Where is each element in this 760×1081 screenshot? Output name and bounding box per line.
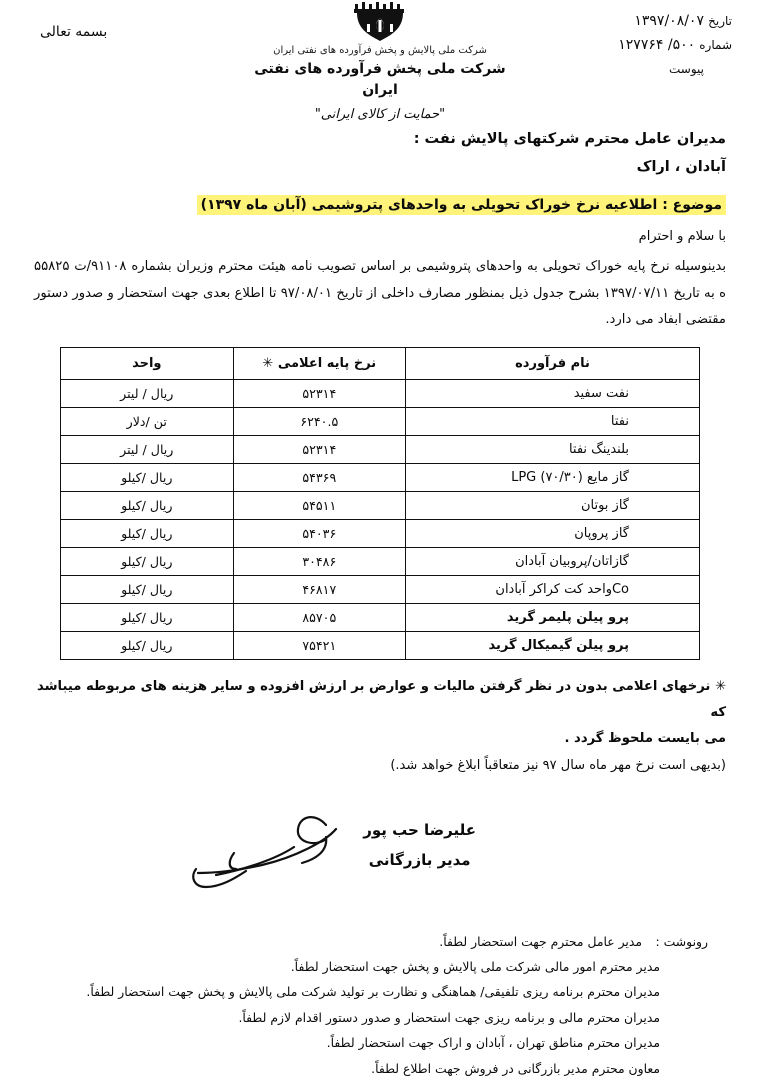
cell-unit: ریال / لیتر [61,380,234,408]
cell-product-name: پرو پیلن گیمیکال گرید [406,632,700,660]
cell-rate: ۵۲۳۱۴ [233,436,406,464]
addressee-block [34,126,726,181]
number-value: ۵۰۰/ ۱۲۷۷۶۴ [618,36,696,53]
footnote-line-2: می بایست ملحوظ گردد . [564,730,726,746]
cc-item: مدیر عامل محترم جهت استحضار لطفاً. [439,933,642,949]
org-name-line1: شرکت ملی پالایش و پخش فرآورده های نفتی ایران [273,45,487,56]
cell-rate: ۳۰۴۸۶ [233,548,406,576]
table-row [61,380,700,408]
header-date-row [618,10,738,34]
cc-item: مدیران محترم مناطق تهران ، آبادان و اراک جهت استحضار لطفاً. [326,1035,660,1051]
org-name-line2: شرکت ملی پخش فرآورده های نفتی ایران [254,60,506,98]
cell-unit: ریال /کیلو [61,520,234,548]
table-row [61,520,700,548]
cell-unit: ریال /کیلو [61,576,234,604]
cell-rate: ۵۴۰۳۶ [233,520,406,548]
date-label: تاریخ [708,14,732,28]
cell-product-name: گاز مایع LPG (۷۰/۳۰) [406,464,700,492]
subject-wrapper [34,181,726,215]
cc-label: رونوشت : [655,933,708,949]
cell-product-name: گاز پروپان [406,520,700,548]
addressee-line-2: آبادان ، اراک [636,158,726,175]
column-header-rate: نرخ پایه اعلامی ✳ [233,348,406,380]
cell-product-name: بلندینگ نفتا [406,436,700,464]
table-row [61,632,700,660]
footnote-line-1: ✳ نرخهای اعلامی بدون در نظر گرفتن مالیات و عوارض بر ارزش افزوده و سایر هزینه های مربوطه میباشد که [36,679,726,721]
cc-item: مدیر محترم امور مالی شرکت ملی پالایش و پخش جهت استحضار لطفاً. [290,958,660,974]
signature-block [34,807,726,917]
cc-item: مدیران محترم برنامه ریزی تلفیقی/ هماهنگی و نظارت بر تولید شرکت ملی پالایش و پخش جهت استحضار لطفاً. [86,984,660,1000]
cell-product-name: نفتا [406,408,700,436]
cell-unit: ریال / لیتر [61,436,234,464]
cell-product-name: Coواحد کت کراکر آبادان [406,576,700,604]
cell-unit: ریال /کیلو [61,604,234,632]
header-date-block [618,10,738,58]
cell-product-name: نفت سفید [406,380,700,408]
cell-unit: ریال /کیلو [61,632,234,660]
cell-product-name: گازاتان/پروبیان آبادان [406,548,700,576]
table-row [61,436,700,464]
cell-rate: ۸۵۷۰۵ [233,604,406,632]
cell-product-name: گاز بوتان [406,492,700,520]
cell-unit: ریال /کیلو [61,548,234,576]
table-row [61,492,700,520]
table-row [61,604,700,632]
table-row [61,464,700,492]
letter-header [0,0,760,120]
cell-rate: ۵۴۵۱۱ [233,492,406,520]
cell-unit: تن /دلار [61,408,234,436]
cc-item: معاون محترم مدیر بازرگانی در فروش جهت اطلاع لطفاً. [371,1060,660,1076]
national-emblem-icon [351,2,409,42]
column-header-unit: واحد [61,348,234,380]
signer-name: علیرضا حب پور [363,820,476,839]
basmala-text: بسمه تعالی [40,24,108,40]
date-value: ۱۳۹۷/۰۸/۰۷ [634,13,704,29]
table-row [61,576,700,604]
column-header-product: نام فرآورده [406,348,700,380]
cell-rate: ۵۴۳۶۹ [233,464,406,492]
number-label: شماره [699,37,732,52]
subject-line: موضوع : اطلاعیه نرخ خوراک تحویلی به واحدهای پتروشیمی (آبان ماه ۱۳۹۷) [197,195,726,215]
cell-unit: ریال /کیلو [61,464,234,492]
footnote-secondary: (بدیهی است نرخ مهر ماه سال ۹۷ نیز متعاقباً ابلاغ خواهد شد.) [390,757,726,773]
org-slogan: "حمایت از کالای ایرانی" [314,106,446,122]
cell-product-name: پرو پیلن پلیمر گرید [406,604,700,632]
salutation: با سلام و احترام [638,229,726,245]
table-row [61,408,700,436]
rates-table [60,347,700,660]
organization-logo-block [235,2,525,122]
cc-list [34,929,726,1081]
cell-unit: ریال /کیلو [61,492,234,520]
cc-first-row [34,929,726,954]
table-row [61,548,700,576]
main-paragraph: بدینوسیله نرخ پایه خوراک تحویلی به واحدهای پتروشیمی بر اساس تصویب نامه هیئت محترم وزیران بشماره ۹۱۱۰۸/ت ۵۵۸۲۵ ه به تاریخ ۱۳۹۷/۰۷/۱۱ بشرح جدول ذیل بمنظور مصارف داخلی از تاریخ ۹۷/۰۸/۰۱ تا اطلاع بعدی جهت استحضار و صدور دستور مقتضی ابفاد می دارد. [34,259,726,327]
attachment-label: پیوست [669,62,704,76]
letter-body [0,126,760,1081]
table-header-row [61,348,700,380]
cc-item: مدیران محترم مالی و برنامه ریزی جهت استحضار و صدور دستور اقدام لازم لطفاً. [238,1009,660,1025]
cell-rate: ۷۵۴۲۱ [233,632,406,660]
signer-title: مدیر بازرگانی [368,850,471,869]
footnote-block [34,674,726,751]
cell-rate: ۵۲۳۱۴ [233,380,406,408]
cell-rate: ۶۲۴۰.۵ [233,408,406,436]
signer-info [363,815,476,875]
header-number-row [618,34,738,58]
cell-rate: ۴۶۸۱۷ [233,576,406,604]
addressee-line-1: مدیران عامل محترم شرکتهای پالایش نفت : [413,131,726,147]
handwritten-signature [176,807,366,902]
